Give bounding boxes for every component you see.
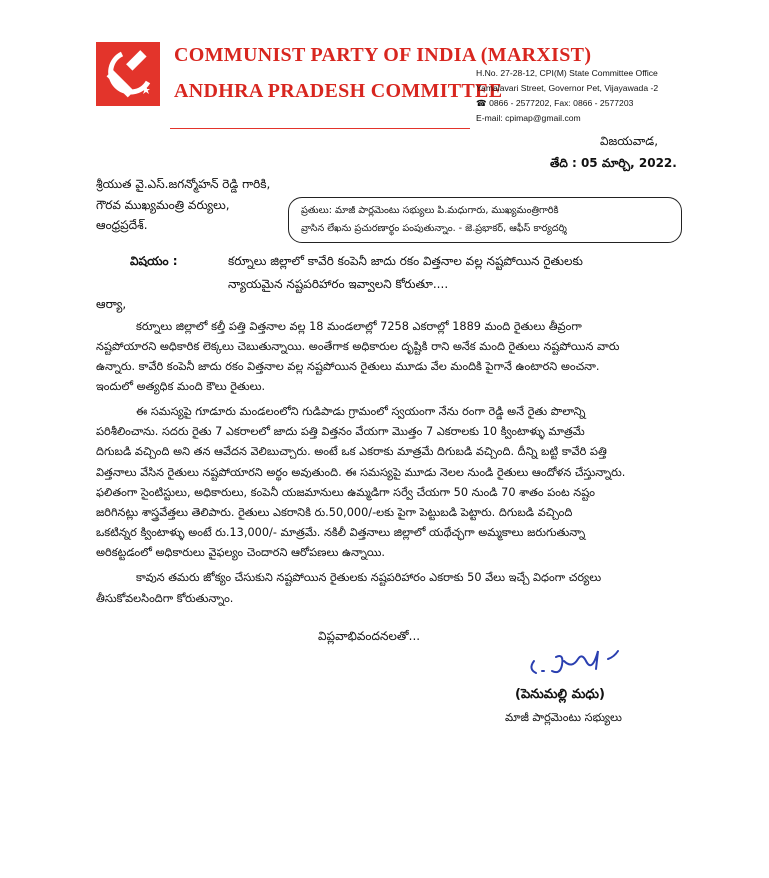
- salutation: ఆర్యా,: [96, 297, 127, 311]
- press-note-box: [288, 197, 682, 243]
- body-line: విత్తనాలు వేసిన రైతులు నష్టపోయారని అర్థం అవుతుంది. ఈ సమస్యపై మూడు నెలల నుండి రైతులు ఆందోళన చేస్తున్నారు.: [96, 466, 626, 479]
- signature: [520, 647, 660, 685]
- place: విజయవాడ,: [600, 134, 659, 148]
- body-line: కావున తమరు జోక్యం చేసుకుని నష్టపోయిన రైతులకు నష్టపరిహారం ఎకరాకు 50 వేలు ఇచ్చే విధంగా చర్యలు: [136, 571, 602, 584]
- email-line: E-mail: cpimap@gmail.com: [476, 113, 581, 123]
- subject-label: విషయం :: [130, 254, 178, 268]
- body-line: తీసుకోవలసిందిగా కోరుతున్నాం.: [96, 592, 234, 605]
- address-line: Yamalavari Street, Governor Pet, Vijayawada -2: [476, 83, 659, 93]
- signatory-name: (పెనుమల్లి మధు): [515, 687, 605, 702]
- press-note-line: ప్రతులు: మాజీ పార్లమెంటు సభ్యులు పి.మధుగారు, ముఖ్యమంత్రిగారికి: [301, 205, 559, 216]
- body-line: నష్టపోయారని అధికారిక లెక్కలు చెబుతున్నాయి. అంతేగాక అధికారుల దృష్టికి రాని అనేక మంది రైతులు నష్టపోయిన వారు: [96, 340, 620, 353]
- addressee-line: శ్రీయుత వై.ఎస్.జగన్మోహన్ రెడ్డి గారికి,: [96, 177, 271, 191]
- signatory-title: మాజీ పార్లమెంటు సభ్యులు: [505, 711, 622, 724]
- body-line: ఇందులో అత్యధిక మంది కౌలు రైతులు.: [96, 380, 266, 393]
- letter-date: తేది : 05 మార్చి, 2022.: [550, 156, 677, 170]
- phone-line: ☎ 0866 - 2577202, Fax: 0866 - 2577203: [476, 98, 634, 108]
- header-divider: [170, 128, 470, 129]
- subject-line: న్యాయమైన నష్టపరిహారం ఇవ్వాలని కోరుతూ....: [228, 277, 449, 291]
- body-line: ఉన్నారు. కావేరి కంపెనీ జాదు రకం విత్తనాల వల్ల నష్టపోయిన రైతులు మూడు వేల మందికి పైగానే ఉంటారని అంచనా.: [96, 360, 600, 373]
- press-note-line: వ్రాసిన లేఖను ప్రచురణార్థం పంపుతున్నాం. - జె.ప్రభాకర్, ఆఫీస్ కార్యదర్శి: [301, 223, 567, 234]
- committee-name: ANDHRA PRADESH COMMITTEE: [174, 80, 503, 102]
- subject-line: కర్నూలు జిల్లాలో కావేరి కంపెనీ జాదు రకం విత్తనాల వల్ల నష్టపోయిన రైతులకు: [228, 254, 583, 268]
- addressee-line: ఆంధ్రప్రదేశ్.: [96, 218, 148, 232]
- party-name: COMMUNIST PARTY OF INDIA (MARXIST): [174, 44, 592, 66]
- body-line: పరిశీలించాను. సదరు రైతు 7 ఎకరాలలో జాదు పత్తి విత్తనం వేయగా మొత్తం 7 ఎకరాలకు 10 క్వింటాళ్ళు మాత్రమే: [96, 425, 585, 438]
- addressee-line: గౌరవ ముఖ్యమంత్రి వర్యులు,: [96, 198, 230, 212]
- body-line: జరిగినట్లు శాస్త్రవేత్తలు తెలిపారు. రైతులు ఎకరానికి రు.50,000/-లకు పైగా పెట్టుబడి పెట్టారు. దిగుబడి వచ్చింది: [96, 506, 573, 519]
- body-line: అరికట్టడంలో అధికారులు వైఫల్యం చెందారని ఆరోపణలు ఉన్నాయి.: [96, 546, 385, 559]
- closing: విప్లవాభివందనలతో...: [318, 629, 421, 643]
- party-logo: [96, 42, 160, 106]
- body-line: ఒకటిన్నర క్వింటాళ్ళు అంటే రు.13,000/- మాత్రమే. నకిలీ విత్తనాలు జిల్లాలో యథేచ్ఛగా అమ్మకాలు జరుగుతున్నా: [96, 526, 586, 539]
- address-line: H.No. 27-28-12, CPI(M) State Committee Office: [476, 68, 658, 78]
- body-line: కర్నూలు జిల్లాలో కల్తీ పత్తి విత్తనాల వల్ల 18 మండలాల్లో 7258 ఎకరాల్లో 1889 మంది రైతులు తీవ్రంగా: [136, 320, 582, 333]
- body-line: దిగుబడి వచ్చింది అని తన ఆవేదన వెలిబుచ్చారు. అంటే ఒక ఎకరాకు మాత్రమే దిగుబడి వచ్చింది. దీన్ని బట్టి కావేరి పత్తి: [96, 445, 607, 458]
- body-line: ఈ సమస్యపై గూడూరు మండలంలోని గుడిపాడు గ్రామంలో స్వయంగా నేను రంగా రెడ్డి అనే రైతు పొలాన్ని: [136, 405, 586, 418]
- body-line: ఫలితంగా సైంటిస్టులు, అధికారులు, కంపెనీ యజమానులు ఉమ్మడిగా సర్వే చేయగా 50 నుండి 70 శాతం పంట నష్టం: [96, 486, 595, 499]
